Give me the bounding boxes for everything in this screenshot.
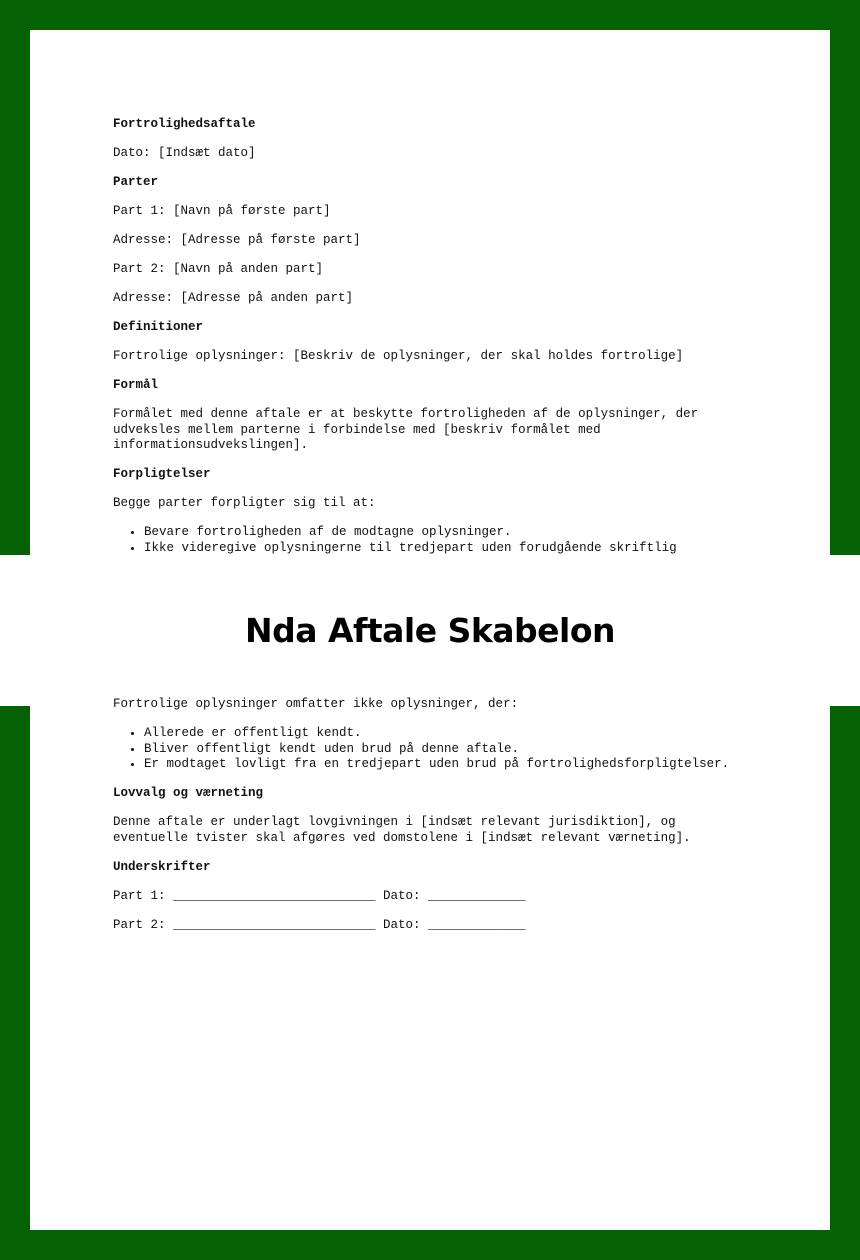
list-item: • Ikke videregive oplysningerne til tredjepart uden forudgående skriftlig	[144, 541, 730, 557]
date-line: Dato: [Indsæt dato]	[113, 146, 256, 160]
definitions-heading: Definitioner	[113, 320, 204, 334]
party1-name: Part 1: [Navn på første part]	[113, 204, 331, 218]
signature-line-1: Part 1: ___________________________ Dato: _____________	[113, 888, 526, 903]
party2-address: Adresse: [Adresse på anden part]	[113, 291, 354, 305]
list-item: • Er modtaget lovligt fra en tredjepart uden brud på fortrolighedsforpligtelser.	[144, 757, 730, 773]
document-content-top	[113, 117, 730, 570]
obligations-intro: Begge parter forpligter sig til at:	[113, 496, 376, 510]
list-item: • Bevare fortroligheden af de modtagne oplysninger.	[144, 525, 730, 541]
exceptions-list	[113, 726, 730, 773]
parties-heading: Parter	[113, 175, 159, 189]
banner-title: Nda Aftale Skabelon	[244, 611, 616, 650]
obligations-list	[113, 525, 730, 556]
party1-address: Adresse: [Adresse på første part]	[113, 233, 361, 247]
list-item: • Bliver offentligt kendt uden brud på denne aftale.	[144, 742, 730, 758]
definitions-text: Fortrolige oplysninger: [Beskriv de oplysninger, der skal holdes fortrolige]	[113, 349, 684, 363]
purpose-heading: Formål	[113, 378, 159, 392]
party2-name: Part 2: [Navn på anden part]	[113, 262, 324, 276]
title-banner	[0, 555, 860, 706]
law-heading: Lovvalg og værneting	[113, 786, 264, 800]
law-text: Denne aftale er underlagt lovgivningen i [indsæt relevant jurisdiktion], og eventuelle tvister skal afgøres ved domstolene i [indsæt relevant værneting].	[113, 815, 691, 845]
list-item: • Allerede er offentligt kendt.	[144, 726, 730, 742]
document-title: Fortrolighedsaftale	[113, 117, 256, 131]
signature-line-2: Part 2: ___________________________ Dato: _____________	[113, 917, 526, 932]
signatures-heading: Underskrifter	[113, 859, 211, 874]
obligations-heading: Forpligtelser	[113, 467, 211, 481]
exceptions-intro: Fortrolige oplysninger omfatter ikke oplysninger, der:	[113, 697, 519, 711]
document-content-bottom	[113, 697, 730, 947]
purpose-text: Formålet med denne aftale er at beskytte fortroligheden af de oplysninger, der udveksles mellem parterne i forbindelse med [beskriv formålet med informationsudvekslingen].	[113, 407, 706, 452]
document-page-top	[30, 30, 830, 555]
document-page-bottom	[30, 697, 830, 1230]
